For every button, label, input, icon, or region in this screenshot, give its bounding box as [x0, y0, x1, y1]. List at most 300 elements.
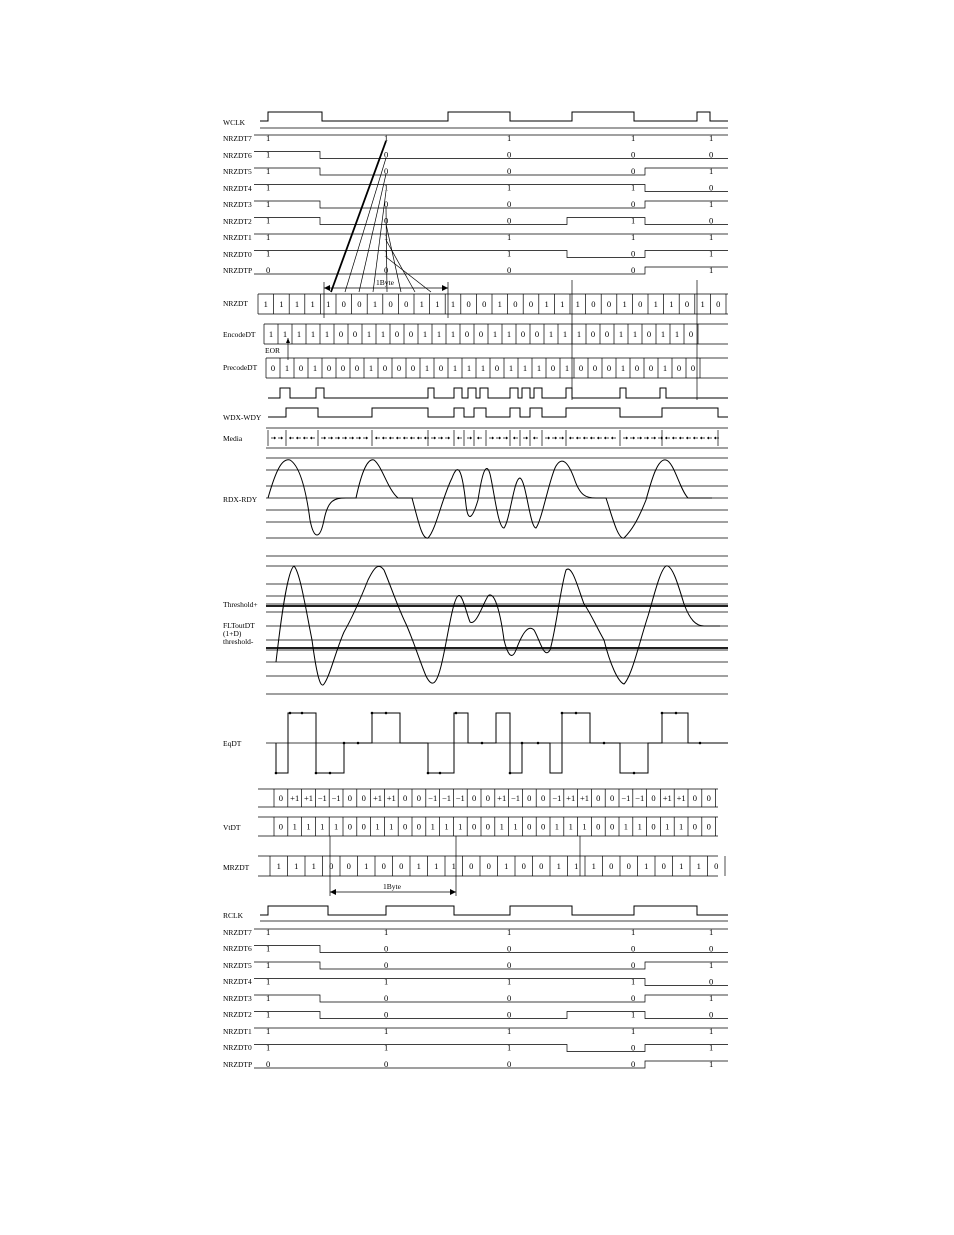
write-bit-value: 0: [384, 265, 389, 275]
media-arrowhead: [633, 437, 635, 440]
encodedt-cell: 0: [394, 329, 400, 339]
read-bit-value: 0: [631, 993, 636, 1003]
read-bit-value: 0: [507, 943, 512, 954]
eq-cell: +1: [662, 793, 672, 803]
media-arrowhead: [289, 437, 291, 440]
eq-cell: 0: [596, 793, 601, 803]
wclk-waveform: [260, 112, 728, 121]
encodedt-cell: 1: [268, 329, 274, 339]
w-label-2: NRZDT5: [223, 167, 252, 176]
vtdt-cell: 1: [582, 821, 587, 832]
mrzdt-cell: 1: [556, 861, 561, 871]
precode-pulse-train: [268, 388, 728, 398]
vtdt-cell: 0: [527, 821, 532, 832]
eq-cell: −1: [331, 793, 341, 803]
read-bit-value: 1: [507, 927, 512, 937]
vtdt-cell: 0: [347, 821, 353, 832]
read-bit-value: 0: [507, 993, 512, 1003]
vtdt-stream: [258, 817, 718, 836]
w-label-3: NRZDT4: [223, 184, 252, 193]
r-label-3: NRZDT4: [223, 977, 252, 986]
vtdt-cell: 1: [333, 821, 339, 832]
write-bit-value: 1: [709, 265, 714, 275]
read-bit-value: 1: [507, 1042, 512, 1053]
write-bit-value: 1: [709, 232, 714, 242]
nrzdt-cell: 0: [716, 299, 721, 309]
eq-cell: −1: [621, 793, 631, 803]
eq-cell: −1: [455, 793, 465, 803]
encodedt-cell: 0: [520, 329, 526, 339]
read-bit-value: 0: [631, 943, 636, 954]
precodedt-cell: 1: [452, 363, 458, 373]
encodedt-cell: 1: [660, 329, 666, 339]
media-arrowhead: [457, 437, 459, 440]
write-bit-value: 1: [266, 199, 271, 209]
precodedt-cell: 0: [676, 363, 682, 373]
read-bit-value: 1: [384, 1042, 389, 1053]
media-arrowhead: [714, 437, 716, 440]
vtdt-cell: 1: [320, 821, 325, 832]
nrzdt-cell: 0: [591, 299, 596, 309]
media-arrowhead: [410, 437, 412, 440]
media-arrowhead: [281, 437, 283, 440]
vtdt-cell: 1: [637, 821, 642, 832]
r-label-7: NRZDT0: [223, 1043, 252, 1052]
eq-cell: 0: [527, 793, 532, 803]
mrzdt-cell: 1: [451, 861, 456, 871]
media-arrowhead: [470, 437, 472, 440]
write-bit-trace-2: [254, 168, 728, 175]
mrzdt-cell: 1: [591, 861, 596, 871]
mrzdt-cell: 1: [434, 861, 439, 871]
eq-cell: 0: [347, 793, 353, 803]
precodedt-cell: 0: [326, 363, 332, 373]
read-bit-value: 1: [384, 927, 389, 937]
write-bit-value: 0: [709, 149, 714, 160]
encodedt-cell: 0: [604, 329, 610, 339]
media-arrowhead: [345, 437, 347, 440]
read-bit-value: 1: [709, 1042, 714, 1053]
nrzdt-cell: 0: [684, 299, 690, 309]
read-bit-trace-7: [254, 1042, 728, 1053]
encodedt-cell: 1: [548, 329, 554, 339]
vtdt-cell: 1: [554, 821, 560, 832]
read-bit-waveforms: [254, 927, 728, 1069]
precodedt-cell: 1: [662, 363, 668, 373]
precodedt-cell: 1: [368, 363, 374, 373]
read-bit-value: 0: [631, 960, 636, 970]
write-bit-waveforms: [254, 133, 728, 275]
w-label-8: NRZDTP: [223, 266, 253, 275]
write-bit-value: 1: [709, 248, 714, 259]
eq-cell: +1: [303, 793, 314, 803]
rclk-waveform: [260, 906, 728, 915]
nrzdt-cell: 1: [560, 299, 565, 309]
media-arrowhead: [389, 437, 391, 440]
vtdt-cell: 0: [278, 821, 284, 832]
rdx-grid: [266, 458, 728, 556]
nrzdt-cell: 0: [341, 299, 346, 309]
encodedt-cell: 1: [506, 329, 512, 339]
read-bit-value: 0: [709, 976, 714, 987]
precodedt-cell: 1: [312, 363, 318, 373]
write-bit-value: 0: [709, 182, 714, 193]
mrzdt-cell: 0: [714, 861, 719, 871]
mrzdt-cell: 0: [486, 861, 491, 871]
read-bit-value: 1: [384, 1026, 389, 1036]
serial-streams: [223, 280, 728, 400]
precodedt-cell: 0: [550, 363, 556, 373]
read-bit-trace-8: [254, 1061, 728, 1068]
eor-label: EOR: [265, 346, 280, 355]
w-label-1: NRZDT6: [223, 151, 252, 160]
vtdt-cell: 1: [292, 821, 297, 832]
media-arrowhead: [569, 437, 571, 440]
encodedt-cell: 0: [408, 329, 414, 339]
nrzdt-cell: 1: [419, 299, 424, 309]
read-bit-value: 1: [266, 976, 271, 987]
vtdt-cell: 0: [540, 821, 546, 832]
eq-cell: +1: [372, 793, 383, 803]
media-domains: [266, 430, 728, 448]
analog-section: [223, 408, 728, 774]
read-bit-value: 0: [709, 943, 714, 954]
nrzdt-cell: 1: [326, 299, 331, 309]
write-bit-trace-5: [254, 215, 728, 226]
encodedt-cell: 0: [478, 329, 484, 339]
precodedt-cell: 1: [466, 363, 472, 373]
precodedt-cell: 0: [396, 363, 402, 373]
mrzdt-cell: 0: [399, 861, 404, 871]
encodedt-cell: 1: [282, 329, 288, 339]
write-bit-value: 1: [631, 232, 636, 242]
eq-cell: 0: [471, 793, 477, 803]
mrzdt-cell: 1: [504, 861, 509, 871]
r-label-8: NRZDTP: [223, 1060, 253, 1069]
read-bit-value: 0: [507, 1059, 512, 1069]
encodedt-cell: 1: [422, 329, 428, 339]
read-bit-trace-2: [254, 962, 728, 969]
encodedt-cell: 1: [492, 329, 498, 339]
read-bit-value: 1: [709, 960, 714, 970]
mrzdt-cell: 1: [276, 861, 281, 871]
write-bit-trace-4: [254, 201, 728, 208]
media-arrowhead: [417, 437, 419, 440]
mrzdt-cell: 1: [416, 861, 421, 871]
mrzdt-cell: 1: [679, 861, 684, 871]
media-arrowhead: [562, 437, 564, 440]
media-arrowhead: [338, 437, 340, 440]
read-bit-value: 1: [266, 960, 271, 970]
nrzdt-cell: 1: [372, 299, 378, 309]
media-arrowhead: [303, 437, 305, 440]
threshold-minus-label: threshold-: [223, 637, 254, 646]
media-arrowhead: [296, 437, 298, 440]
read-bit-value: 1: [631, 927, 636, 937]
encodedt-cell: 1: [310, 329, 316, 339]
vtdt-cell: 1: [458, 821, 463, 832]
nrzdt-cell: 1: [450, 299, 456, 309]
nrzdt-cell: 0: [388, 299, 393, 309]
eq-cell: 0: [416, 793, 422, 803]
eq-cell: −1: [428, 793, 438, 803]
encodedt-cell: 1: [576, 329, 582, 339]
media-arrowhead: [590, 437, 592, 440]
media-arrowhead: [513, 437, 515, 440]
vtdt-cell: 0: [651, 821, 656, 832]
eq-cell: 0: [540, 793, 546, 803]
mrzdt-cell: 1: [294, 861, 299, 871]
write-bit-value: 0: [631, 166, 636, 176]
read-bit-value: 0: [384, 993, 389, 1003]
media-arrowhead: [382, 437, 384, 440]
read-bit-value: 0: [507, 1009, 512, 1020]
mrzdt-label: MRZDT: [223, 863, 250, 872]
media-arrowhead: [324, 437, 326, 440]
media-arrowhead: [583, 437, 585, 440]
eq-cell: −1: [635, 793, 645, 803]
precodedt-cell: 0: [592, 363, 598, 373]
mrzdt-cell: 1: [574, 861, 579, 871]
precodedt-cell: 0: [298, 363, 304, 373]
precodedt-cell: 1: [620, 363, 626, 373]
read-bit-trace-4: [254, 995, 728, 1002]
read-bit-value: 0: [384, 1059, 389, 1069]
media-label: Media: [223, 434, 243, 443]
vtdt-cell: 1: [499, 821, 504, 832]
write-bit-value: 1: [384, 133, 389, 143]
encodedt-cell: 0: [688, 329, 694, 339]
precodedt-label: PrecodeDT: [223, 363, 258, 372]
write-bit-trace-1: [254, 149, 728, 160]
eq-cell: +1: [290, 793, 300, 803]
mrzdt-cell: 0: [539, 861, 544, 871]
vtdt-cell: 0: [609, 821, 615, 832]
write-bit-value: 0: [384, 199, 389, 209]
eq-cell: +1: [566, 793, 576, 803]
vtdt-cell: 0: [706, 821, 711, 832]
nrzdt-cell: 1: [653, 299, 658, 309]
write-bit-value: 0: [266, 265, 271, 275]
w-label-6: NRZDT1: [223, 233, 252, 242]
encodedt-label: EncodeDT: [223, 330, 256, 339]
write-bit-value: 1: [266, 182, 271, 193]
mrzdt-stream: [258, 856, 725, 876]
mrzdt-cell: 0: [626, 861, 631, 871]
read-bit-value: 1: [631, 1026, 636, 1036]
media-arrowhead: [707, 437, 709, 440]
encodedt-cell: 1: [380, 329, 386, 339]
vtdt-cell: 1: [430, 821, 435, 832]
encodedt-cell: 1: [562, 329, 568, 339]
vtdt-cell: 1: [678, 821, 684, 832]
read-bit-value: 1: [709, 1026, 714, 1036]
r-label-2: NRZDT5: [223, 961, 252, 970]
encodedt-stream: [264, 324, 728, 344]
media-arrowhead: [576, 437, 578, 440]
encodedt-cell: 1: [436, 329, 442, 339]
w-label-7: NRZDT0: [223, 250, 252, 259]
precodedt-cell: 1: [284, 363, 290, 373]
media-arrowhead: [700, 437, 702, 440]
media-arrowhead: [441, 437, 443, 440]
eq-cell: 0: [485, 793, 491, 803]
nrzdt-cell: 1: [294, 299, 300, 309]
precodedt-cell: 0: [606, 363, 612, 373]
filtout-label: FLToutDT: [223, 621, 255, 630]
wclk-label: WCLK: [223, 118, 246, 127]
write-bit-trace-8: [254, 267, 728, 274]
media-arrowhead: [679, 437, 681, 440]
write-bit-value: 1: [507, 133, 512, 143]
precodedt-cell: 0: [410, 363, 416, 373]
write-section: [223, 112, 728, 318]
read-bit-trace-3: [254, 976, 728, 987]
media-arrowhead: [424, 437, 426, 440]
vtdt-cell: 1: [513, 821, 518, 832]
eq-cell: 0: [706, 793, 711, 803]
write-bit-value: 1: [384, 248, 389, 259]
media-arrowhead: [366, 437, 368, 440]
wdx-label: WDX-WDY: [223, 413, 262, 422]
nrzdt-label: NRZDT: [223, 299, 248, 308]
read-bit-value: 1: [266, 1042, 271, 1053]
encodedt-cell: 1: [324, 329, 330, 339]
read-bit-value: 0: [266, 1059, 271, 1069]
eor-marker: [265, 338, 290, 360]
media-arrowhead: [352, 437, 354, 440]
read-bit-value: 0: [507, 960, 512, 970]
media-arrowhead: [665, 437, 667, 440]
eq-cell: 0: [651, 793, 656, 803]
r-label-4: NRZDT3: [223, 994, 252, 1003]
precodedt-cell: 1: [508, 363, 514, 373]
mrzdt-cell: 0: [329, 861, 334, 871]
rdx-readback-waveform: [268, 460, 712, 538]
write-bit-value: 0: [631, 199, 636, 209]
read-bit-trace-1: [254, 943, 728, 954]
write-bit-value: 1: [631, 133, 636, 143]
read-bit-value: 0: [709, 1009, 714, 1020]
nrzdt-stream: [258, 294, 728, 314]
media-arrowhead: [555, 437, 557, 440]
encodedt-cell: 1: [674, 329, 680, 339]
write-bit-value: 1: [631, 215, 636, 226]
encodedt-cell: 0: [590, 329, 596, 339]
read-bit-value: 0: [384, 960, 389, 970]
rdx-label: RDX-RDY: [223, 495, 258, 504]
nrzdt-cell: 1: [622, 299, 627, 309]
read-bit-value: 1: [266, 927, 271, 937]
write-bit-value: 1: [507, 182, 512, 193]
nrzdt-cell: 0: [513, 299, 518, 309]
precodedt-cell: 0: [648, 363, 654, 373]
media-arrowhead: [396, 437, 398, 440]
nrzdt-cell: 0: [466, 299, 471, 309]
read-bit-value: 1: [266, 1009, 271, 1020]
write-bit-value: 0: [507, 149, 512, 160]
r-label-6: NRZDT1: [223, 1027, 252, 1036]
vtdt-cell: 0: [485, 821, 491, 832]
vtdt-cell: 1: [623, 821, 629, 832]
encodedt-cell: 0: [534, 329, 540, 339]
read-bit-value: 1: [507, 976, 512, 987]
read-bit-value: 1: [384, 976, 389, 987]
write-bit-value: 0: [507, 265, 512, 275]
media-arrowhead: [375, 437, 377, 440]
media-arrowhead: [693, 437, 695, 440]
write-bit-trace-3: [254, 182, 728, 193]
media-arrowhead: [640, 437, 642, 440]
vtdt-cell: 0: [471, 821, 477, 832]
nrzdt-cell: 0: [638, 299, 643, 309]
mrzdt-cell: 1: [311, 861, 316, 871]
eq-cell: +1: [386, 793, 396, 803]
eqdt-label: EqDT: [223, 739, 242, 748]
media-arrowhead: [506, 437, 508, 440]
nrzdt-cell: 1: [263, 299, 268, 309]
wdx-waveform: [268, 408, 728, 417]
write-bit-value: 0: [507, 215, 512, 226]
write-bit-value: 1: [709, 166, 714, 176]
media-arrowhead: [310, 437, 312, 440]
media-arrowhead: [499, 437, 501, 440]
media-arrowhead: [611, 437, 613, 440]
nrzdt-cell: 1: [497, 299, 502, 309]
filtout-grid: [266, 566, 728, 694]
precodedt-cell: 0: [634, 363, 640, 373]
r-label-0: NRZDT7: [223, 928, 252, 937]
media-arrowhead: [477, 437, 479, 440]
vtdt-cell: 1: [444, 821, 449, 832]
encodedt-cell: 1: [618, 329, 624, 339]
write-bit-value: 1: [266, 232, 271, 242]
vtdt-cell: 0: [361, 821, 366, 832]
read-bit-value: 1: [507, 1026, 512, 1036]
precodedt-cell: 0: [578, 363, 584, 373]
encodedt-cell: 0: [338, 329, 344, 339]
precodedt-cell: 0: [438, 363, 444, 373]
nrzdt-cell: 1: [700, 299, 705, 309]
read-bit-value: 1: [266, 943, 271, 954]
vtdt-cell: 1: [568, 821, 573, 832]
write-bit-value: 0: [384, 149, 389, 160]
byte-span-bottom: [330, 876, 456, 896]
vtdt-cell: 1: [389, 821, 394, 832]
eq-cell: 0: [278, 793, 284, 803]
write-bit-value: 1: [709, 133, 714, 143]
eq-cell: −1: [317, 793, 327, 803]
write-bit-value: 1: [384, 232, 389, 242]
r-label-5: NRZDT2: [223, 1010, 252, 1019]
write-bit-value: 1: [266, 248, 271, 259]
media-arrowhead: [533, 437, 535, 440]
precodedt-cell: 0: [354, 363, 360, 373]
media-arrowhead: [331, 437, 333, 440]
nrzdt-cell: 1: [310, 299, 315, 309]
mrzdt-cell: 1: [364, 861, 369, 871]
write-bit-value: 0: [384, 215, 389, 226]
mrzdt-cell: 1: [696, 861, 701, 871]
precodedt-cell: 0: [340, 363, 346, 373]
eq-cell: −1: [441, 793, 452, 803]
vtdt-cell: 0: [596, 821, 601, 832]
media-arrowhead: [359, 437, 361, 440]
write-bit-value: 0: [384, 166, 389, 176]
write-bit-value: 1: [507, 232, 512, 242]
media-arrowhead: [654, 437, 656, 440]
media-arrowhead: [604, 437, 606, 440]
